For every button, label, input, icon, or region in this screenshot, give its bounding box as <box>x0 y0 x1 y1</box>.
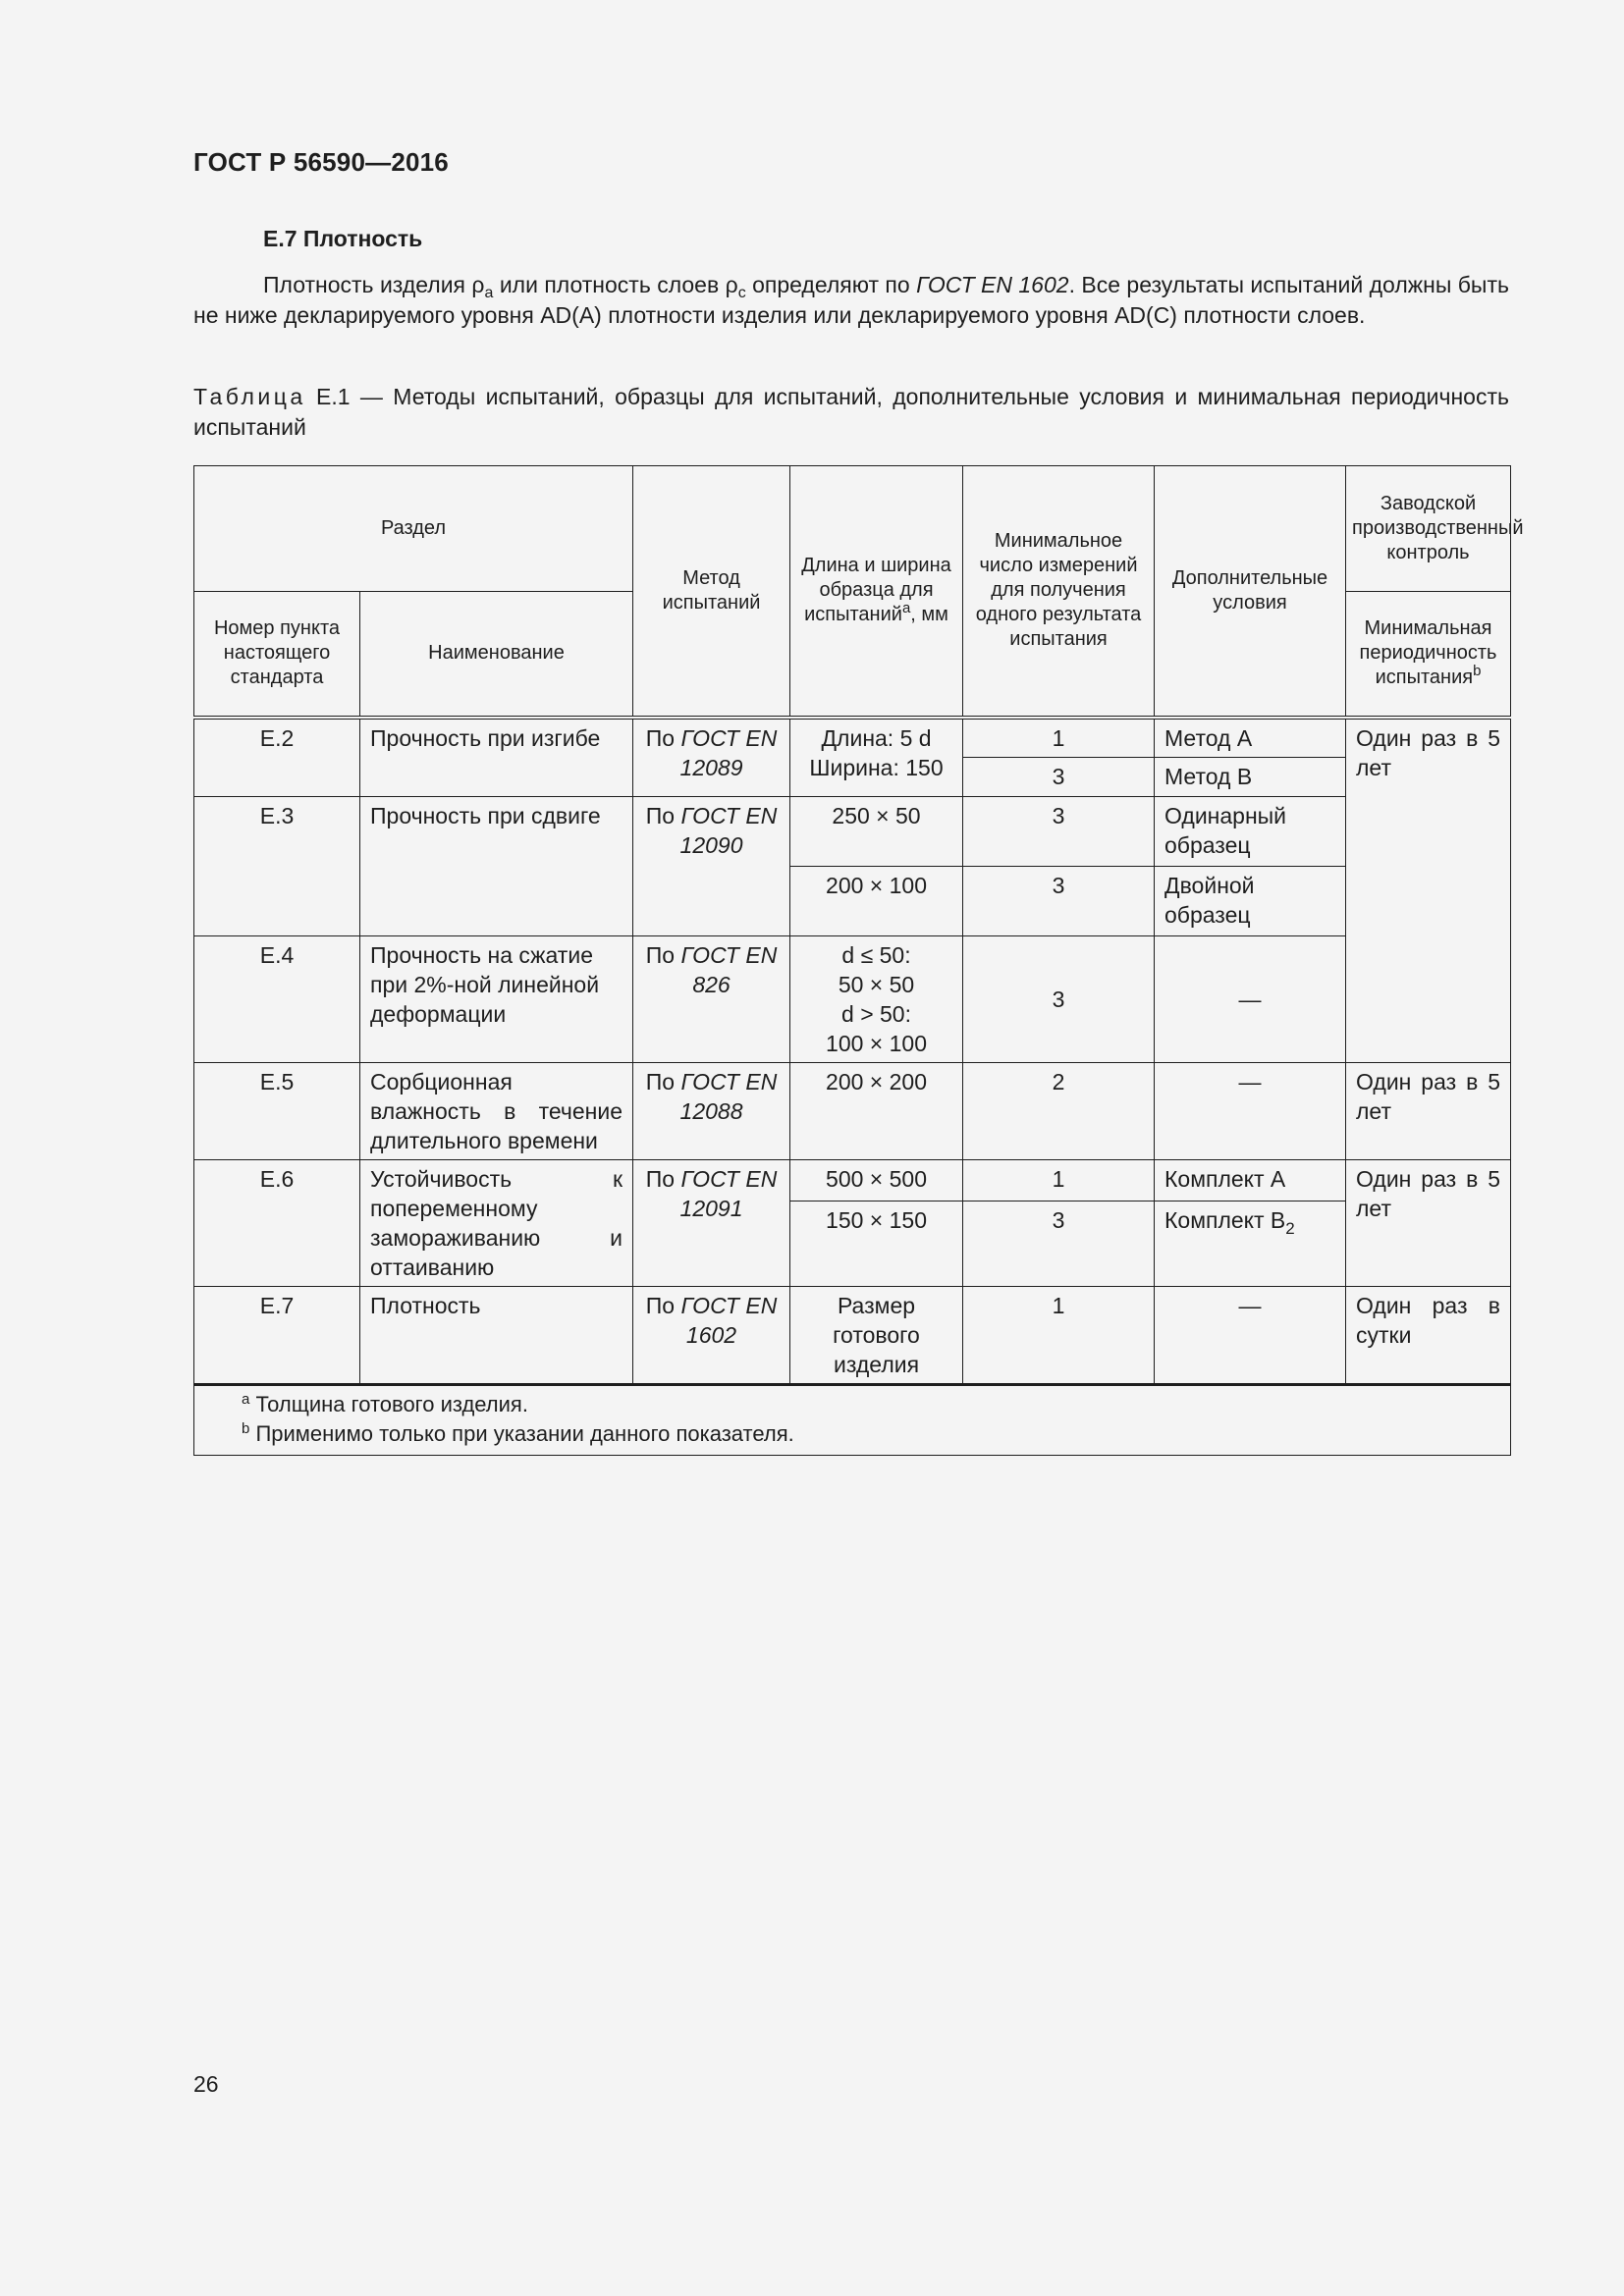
document-header: ГОСТ Р 56590—2016 <box>193 147 449 177</box>
cell-name: Прочность при изгибе <box>360 718 633 797</box>
header-name: Наименование <box>360 592 633 718</box>
header-periodicity-text: Минимальная периодичность испытания <box>1359 617 1497 689</box>
header-factory-control: Заводской производственный контроль <box>1346 466 1511 592</box>
cell-num: Е.2 <box>194 718 360 797</box>
cell-method-pre: По <box>645 941 681 968</box>
table-row <box>194 935 1511 1062</box>
cell-size <box>790 935 963 1062</box>
cell-name: Прочность на сжатие при 2%-ной линейной деформации <box>360 935 633 1062</box>
section-paragraph <box>193 270 1509 331</box>
table-row <box>194 1062 1511 1159</box>
rho-c-subscript: c <box>737 285 746 301</box>
cell-method-ref: ГОСТ EN 12091 <box>679 1165 778 1221</box>
header-size-sup: a <box>901 600 911 617</box>
header-size <box>790 466 963 718</box>
cell-count: 1 <box>963 718 1155 758</box>
cell-conditions: Метод А <box>1155 718 1346 758</box>
cell-periodicity: Один раз в 5 лет <box>1346 718 1511 1063</box>
table-footnotes <box>194 1384 1511 1455</box>
cell-size: 150 × 150 <box>790 1201 963 1286</box>
section-title: Е.7 Плотность <box>263 226 423 251</box>
cell-method-pre: По <box>645 1165 681 1192</box>
cell-method-ref: ГОСТ EN 1602 <box>680 1292 778 1348</box>
cell-conditions: — <box>1155 1062 1346 1159</box>
cell-size: Размер готового изделия <box>790 1286 963 1384</box>
cell-periodicity: Один раз в 5 лет <box>1346 1062 1511 1159</box>
para-standard-ref: ГОСТ EN 1602 <box>916 272 1069 297</box>
footnote-b-mark: b <box>242 1419 250 1437</box>
cell-conditions: Метод В <box>1155 757 1346 796</box>
table-row <box>194 796 1511 866</box>
para-text-2: или плотность слоев ρ <box>493 272 738 297</box>
cell-name: Устойчивость к попеременному замораживанию и оттаиванию <box>360 1159 633 1286</box>
cell-count: 3 <box>963 757 1155 796</box>
para-text-4: . Все результаты испытаний должны быть не ниже декларируемого уровня AD(A) плотности изделия или декларируемого уровня AD(C) плотности слоев. <box>193 272 1509 328</box>
cell-size: 200 × 200 <box>790 1062 963 1159</box>
cell-method <box>633 796 790 935</box>
cell-method-ref: ГОСТ EN 12088 <box>679 1068 778 1124</box>
footnote-a-mark: a <box>242 1390 250 1408</box>
cell-method <box>633 935 790 1062</box>
header-size-text: Длина и ширина образца для испытаний <box>801 555 951 626</box>
cell-size: 200 × 100 <box>790 866 963 935</box>
cell-size: Длина: 5 d Ширина: 150 <box>790 718 963 797</box>
cell-conditions: Одинарный образец <box>1155 796 1346 866</box>
table-row <box>194 1159 1511 1201</box>
cell-size: 250 × 50 <box>790 796 963 866</box>
cell-count: 3 <box>963 1201 1155 1286</box>
table-footnotes-row <box>194 1384 1511 1455</box>
cell-name: Плотность <box>360 1286 633 1384</box>
size-line: 100 × 100 <box>826 1030 927 1056</box>
header-size-unit: , мм <box>910 604 948 626</box>
cell-method-ref: ГОСТ EN 12089 <box>679 724 778 780</box>
cell-conditions: Двойной образец <box>1155 866 1346 935</box>
cell-size: 500 × 500 <box>790 1159 963 1201</box>
cell-conditions-sub: 2 <box>1285 1218 1295 1238</box>
footnote-a <box>242 1390 1500 1419</box>
table-caption-label: Таблица <box>193 384 306 409</box>
header-min-count: Минимальное число измерений для получения одного результата испытания <box>963 466 1155 718</box>
table-row <box>194 718 1511 758</box>
footnote-b-text: Применимо только при указании данного показателя. <box>249 1420 794 1446</box>
cell-method <box>633 718 790 797</box>
size-line: 50 × 50 <box>838 971 915 997</box>
size-line: d ≤ 50: <box>841 941 911 968</box>
cell-num: Е.5 <box>194 1062 360 1159</box>
cell-name: Сорбционная влажность в течение длительного времени <box>360 1062 633 1159</box>
cell-conditions: Комплект А <box>1155 1159 1346 1201</box>
rho-a-subscript: a <box>484 285 494 301</box>
footnote-a-text: Толщина готового изделия. <box>249 1391 528 1416</box>
header-conditions: Дополнительные условия <box>1155 466 1346 718</box>
header-item-number: Номер пункта настоящего стандарта <box>194 592 360 718</box>
cell-count: 3 <box>963 935 1155 1062</box>
cell-count: 2 <box>963 1062 1155 1159</box>
cell-num: Е.3 <box>194 796 360 935</box>
cell-periodicity: Один раз в сутки <box>1346 1286 1511 1384</box>
cell-conditions-text: Комплект В <box>1164 1206 1286 1233</box>
table-caption <box>193 382 1509 443</box>
header-method: Метод испытаний <box>633 466 790 718</box>
cell-method-ref: ГОСТ EN 12090 <box>679 802 778 858</box>
header-periodicity <box>1346 592 1511 718</box>
cell-num: Е.4 <box>194 935 360 1062</box>
cell-method <box>633 1062 790 1159</box>
cell-num: Е.6 <box>194 1159 360 1286</box>
methods-table <box>193 465 1524 1456</box>
cell-count: 3 <box>963 796 1155 866</box>
page-number: 26 <box>193 2071 219 2097</box>
cell-method <box>633 1286 790 1384</box>
cell-count: 3 <box>963 866 1155 935</box>
cell-method-pre: По <box>645 1292 681 1318</box>
cell-count: 1 <box>963 1286 1155 1384</box>
header-razdel: Раздел <box>194 466 633 592</box>
size-line: d > 50: <box>841 1000 911 1027</box>
cell-method-pre: По <box>645 802 681 828</box>
table-row <box>194 1286 1511 1384</box>
cell-method-pre: По <box>645 1068 681 1095</box>
footnote-b <box>242 1419 1500 1449</box>
cell-num: Е.7 <box>194 1286 360 1384</box>
para-text-3: определяют по <box>745 272 917 297</box>
cell-conditions: — <box>1155 1286 1346 1384</box>
cell-conditions <box>1155 1201 1346 1286</box>
cell-method-pre: По <box>645 724 681 751</box>
para-text-1: Плотность изделия ρ <box>263 272 485 297</box>
table-caption-text: Е.1 — Методы испытаний, образцы для испытаний, дополнительные условия и минимальная периодичность испытаний <box>193 384 1509 440</box>
header-periodicity-sup: b <box>1473 663 1482 680</box>
cell-count: 1 <box>963 1159 1155 1201</box>
cell-method <box>633 1159 790 1286</box>
cell-periodicity: Один раз в 5 лет <box>1346 1159 1511 1286</box>
cell-method-ref: ГОСТ EN 826 <box>680 941 778 997</box>
cell-conditions: — <box>1155 935 1346 1062</box>
cell-name: Прочность при сдвиге <box>360 796 633 935</box>
